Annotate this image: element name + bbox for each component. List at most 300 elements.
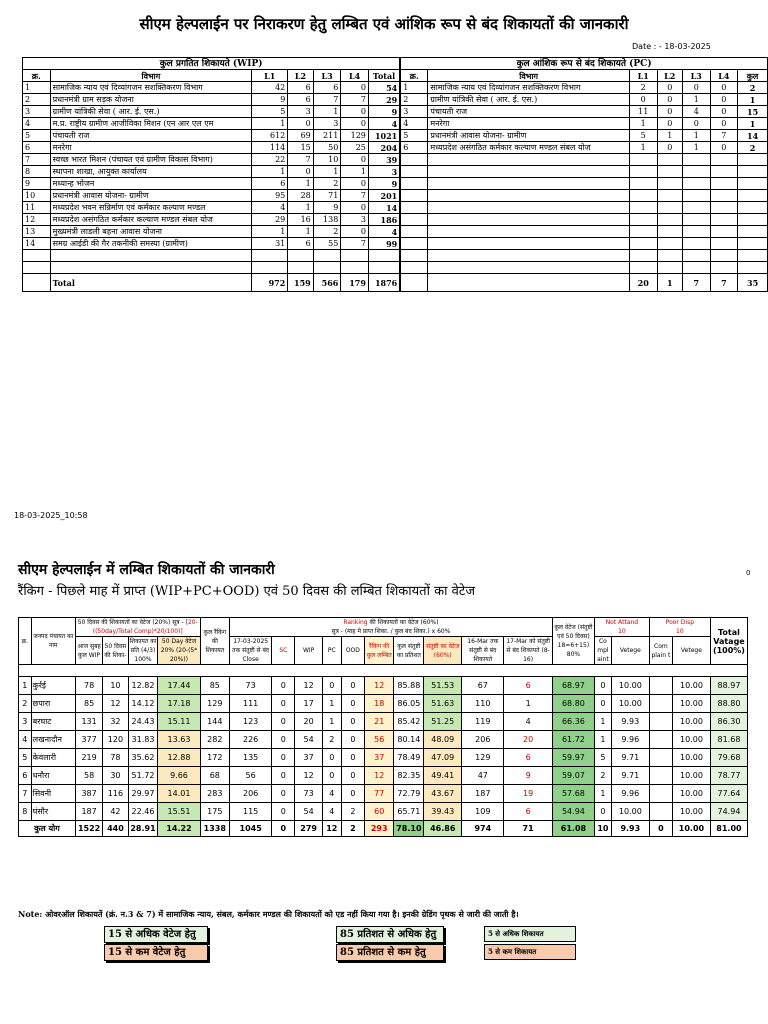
table-cell: 119 (462, 713, 504, 731)
pc-cell (629, 226, 657, 238)
wip-cell: 4 (368, 118, 400, 130)
table-cell: 58 (75, 767, 102, 785)
pc-cell: 1 (682, 130, 710, 142)
pc-total: 1 (657, 274, 682, 292)
table-cell: 85 (75, 695, 102, 713)
pc-cell (629, 238, 657, 250)
table-cell: 6 (504, 677, 552, 695)
table-cell (649, 803, 672, 821)
table-row (23, 190, 768, 202)
table-cell: 131 (75, 713, 102, 731)
pc-cell (738, 250, 768, 262)
table-cell: 0 (322, 677, 341, 695)
table-cell: 0 (272, 803, 295, 821)
total-cell: 12 (322, 821, 341, 837)
wip-header: L3 (313, 70, 341, 82)
spacer-row (19, 665, 748, 677)
table-cell: 15.11 (158, 713, 200, 731)
pc-cell (428, 166, 630, 178)
total-cell: 78.10 (394, 821, 424, 837)
wip-pc-body (23, 70, 768, 292)
wip-cell: 2 (313, 226, 341, 238)
table-row (19, 749, 748, 767)
total-cell: 440 (103, 821, 128, 837)
ranking-body (19, 677, 748, 837)
pc-cell: 2 (400, 94, 428, 106)
wip-cell: प्रधानमंत्री आवास योजना- ग्रामीण (50, 190, 252, 202)
wip-total: 179 (341, 274, 369, 292)
table-cell: 0 (595, 695, 612, 713)
wip-cell: समग्र आईडी की गैर तकनीकी समस्या (ग्रामीण) (50, 238, 252, 250)
note-text: Note: ओवरऑल शिकायतें (क्रं. न.3 & 7) में सामाजिक न्याय, संबल, कर्मकार मण्डल की शिकायतों को एड नहीं किया गया है। इनकी ग्रेडिंग पृथक से जारी की जाती है। (18, 909, 519, 919)
pc-cell: 1 (629, 118, 657, 130)
pc-header: L1 (629, 70, 657, 82)
pc-cell (400, 154, 428, 166)
table-row (23, 130, 768, 142)
pc-cell (657, 154, 682, 166)
table-cell: सिवनी (31, 785, 75, 803)
table-cell: 1 (322, 713, 341, 731)
wip-cell: 7 (341, 94, 369, 106)
table-cell: बरघाट (31, 713, 75, 731)
table-cell: 7 (19, 785, 32, 803)
wip-cell: 1021 (368, 130, 400, 142)
table-cell: 10.00 (672, 677, 710, 695)
total-cell: 46.86 (424, 821, 462, 837)
wip-cell: 11 (23, 202, 51, 214)
wip-cell (368, 250, 400, 262)
wip-cell (23, 250, 51, 262)
h-16mar: 16-Mar तक संतुष्टी से बंद शिकायते (462, 637, 504, 665)
table-cell: 51.53 (424, 677, 462, 695)
wip-cell: 0 (341, 178, 369, 190)
pc-heading: कुल आंशिक रूप से बंद शिकायते (PC) (400, 58, 767, 70)
pc-cell (629, 190, 657, 202)
pc-cell: 5 (629, 130, 657, 142)
table-cell: 17.18 (158, 695, 200, 713)
table-cell: 10.00 (611, 803, 649, 821)
table-cell: लखनादौन (31, 731, 75, 749)
legend-sc-low: 5 से कम शिकायत (484, 944, 576, 960)
table-cell: 66.36 (552, 713, 594, 731)
table-cell (649, 749, 672, 767)
table-cell (649, 767, 672, 785)
pc-cell: 0 (682, 82, 710, 94)
table-row (23, 118, 768, 130)
table-cell: 5 (19, 749, 32, 767)
table-cell (649, 695, 672, 713)
total-cell: 1045 (230, 821, 272, 837)
wip-cell: 69 (288, 130, 313, 142)
pc-cell (682, 154, 710, 166)
wip-total: 972 (252, 274, 288, 292)
pc-cell (710, 154, 738, 166)
table-cell: 29.97 (128, 785, 158, 803)
wip-cell: 95 (252, 190, 288, 202)
table-cell: 175 (200, 803, 230, 821)
table-cell: 111 (230, 695, 272, 713)
table-cell: 0 (341, 677, 364, 695)
table-cell: 32 (103, 713, 128, 731)
table-cell: 10.00 (611, 677, 649, 695)
wip-total-label: Total (50, 274, 252, 292)
pc-cell (629, 250, 657, 262)
pc-cell: मध्यप्रदेश असंगठित कर्मकार कल्याण मण्डल संबल योज (428, 142, 630, 154)
table-cell: 72.79 (394, 785, 424, 803)
table-cell: 0 (272, 695, 295, 713)
table-cell: 187 (462, 785, 504, 803)
h-janpad: जनपद पंचायत का नाम (31, 618, 75, 665)
pc-cell (682, 226, 710, 238)
table-cell: 0 (272, 785, 295, 803)
table-cell: 120 (103, 731, 128, 749)
wip-cell: 129 (341, 130, 369, 142)
wip-cell: 186 (368, 214, 400, 226)
wip-cell: 29 (368, 94, 400, 106)
wip-cell (368, 262, 400, 274)
wip-cell: 0 (341, 202, 369, 214)
wip-cell: ग्रामीण यांत्रिकी सेवा ( आर. ई. एस.) (50, 106, 252, 118)
table-cell: 60 (364, 803, 394, 821)
wip-cell: स्थापना शाखा, आयुक्त कार्यालय (50, 166, 252, 178)
wip-header: Total (368, 70, 400, 82)
table-row (23, 106, 768, 118)
table-cell: 18 (364, 695, 394, 713)
wip-cell (50, 250, 252, 262)
pc-cell (428, 262, 630, 274)
pc-cell: 0 (710, 142, 738, 154)
total-cell: 10 (595, 821, 612, 837)
table-cell: 31.83 (128, 731, 158, 749)
legend-green-high: 15 से अधिक वेटेज हेतु (104, 926, 208, 943)
table-row (23, 82, 768, 94)
wip-cell: 0 (341, 82, 369, 94)
table-cell: 123 (230, 713, 272, 731)
table-cell: 35.62 (128, 749, 158, 767)
table-cell: 0 (272, 677, 295, 695)
table-cell: 1 (322, 695, 341, 713)
table-cell: 14.01 (158, 785, 200, 803)
pc-cell: 4 (400, 118, 428, 130)
pc-cell: 3 (400, 106, 428, 118)
wip-cell: 612 (252, 130, 288, 142)
h-sc: SC (272, 637, 295, 665)
h-san60: संतुष्टी का वेटेज (60%) (424, 637, 462, 665)
wip-cell: 1 (288, 178, 313, 190)
wip-total: 566 (313, 274, 341, 292)
total-cell: 1338 (200, 821, 230, 837)
pc-cell (682, 238, 710, 250)
table-cell: 21 (364, 713, 394, 731)
pc-cell: 2 (738, 142, 768, 154)
table-cell: 10.00 (672, 803, 710, 821)
table-cell: 172 (200, 749, 230, 767)
wip-cell: 9 (313, 202, 341, 214)
wip-cell: 6 (252, 178, 288, 190)
table-cell: 78 (75, 677, 102, 695)
table-cell: 78 (103, 749, 128, 767)
wip-cell: 211 (313, 130, 341, 142)
legend-sc-high: 5 से अधिक शिकायत (484, 926, 576, 942)
table-cell: 0 (341, 731, 364, 749)
h-kr: क्र. (19, 618, 32, 665)
table-cell: 9.96 (611, 785, 649, 803)
pc-cell (629, 166, 657, 178)
table-cell: 12 (364, 767, 394, 785)
table-cell: 0 (595, 803, 612, 821)
table-cell: 12 (295, 767, 322, 785)
wip-cell: 55 (313, 238, 341, 250)
table-cell: 85.42 (394, 713, 424, 731)
h-not-attand: Not Attand 10 (595, 618, 650, 637)
table-cell: 54 (295, 803, 322, 821)
table-cell: 12.88 (158, 749, 200, 767)
table-row (19, 731, 748, 749)
wip-cell: मनरेगा (50, 142, 252, 154)
table-cell: 13.63 (158, 731, 200, 749)
pc-cell (400, 202, 428, 214)
legend-pct-high: 85 प्रतिशत से अधिक हेतु (336, 926, 444, 943)
table-cell: 67 (462, 677, 504, 695)
table-row (23, 94, 768, 106)
table-cell: 283 (200, 785, 230, 803)
timestamp: 18-03-2025_10:58 (14, 511, 88, 520)
wip-cell (288, 250, 313, 262)
wip-cell: 6 (313, 82, 341, 94)
wip-cell: म.प्र. राष्ट्रीय ग्रामीण आजीविका मिशन (एन आर एल एम (50, 118, 252, 130)
pc-cell: सामाजिक न्याय एवं दिव्यांगजन सशक्तिकरण विभाग (428, 82, 630, 94)
table-cell: 9.71 (611, 767, 649, 785)
wip-cell: 6 (288, 238, 313, 250)
wip-cell: 4 (23, 118, 51, 130)
pc-cell: 0 (710, 82, 738, 94)
pc-cell: 5 (400, 130, 428, 142)
pc-cell: 2 (629, 82, 657, 94)
table-cell: 110 (462, 695, 504, 713)
h-50days: 50 दिवस की शिकायतों का वेटेज (20%) सूत्र - [20-((50day/Total Comp)*20/100)] (75, 618, 200, 637)
pc-cell: 1 (629, 142, 657, 154)
pc-header: विभाग (428, 70, 630, 82)
wip-cell: 6 (288, 94, 313, 106)
pc-cell (629, 202, 657, 214)
pc-cell: 4 (682, 106, 710, 118)
table-cell: 78.49 (394, 749, 424, 767)
pc-cell: 15 (738, 106, 768, 118)
pc-cell (710, 262, 738, 274)
table-cell: 48.09 (424, 731, 462, 749)
pc-cell (738, 226, 768, 238)
table-cell (649, 713, 672, 731)
pc-cell (738, 214, 768, 226)
wip-cell: 12 (23, 214, 51, 226)
table-cell: 54 (295, 731, 322, 749)
table-cell: 85.88 (394, 677, 424, 695)
table-cell: 10.00 (672, 731, 710, 749)
total-cell: 974 (462, 821, 504, 837)
table-cell: 77 (364, 785, 394, 803)
table-cell: 42 (103, 803, 128, 821)
table-cell (649, 785, 672, 803)
table-cell: 2 (595, 767, 612, 785)
table-cell: 78.77 (710, 767, 747, 785)
table-cell: 73 (230, 677, 272, 695)
wip-cell: 204 (368, 142, 400, 154)
pc-cell (657, 202, 682, 214)
table-cell: 85 (200, 677, 230, 695)
h-compl: Co mpl aint (595, 637, 612, 665)
wip-cell: 31 (252, 238, 288, 250)
h-17mar: 17-Mar को संतुष्टी से बंद शिकायते (8-16) (504, 637, 552, 665)
wip-cell: 7 (313, 94, 341, 106)
pc-cell (428, 154, 630, 166)
table-cell: 73 (295, 785, 322, 803)
wip-cell: 9 (368, 106, 400, 118)
pc-cell: 7 (710, 130, 738, 142)
pc-cell (400, 226, 428, 238)
table-cell: 74.94 (710, 803, 747, 821)
wip-cell: 114 (252, 142, 288, 154)
table-row (19, 713, 748, 731)
pc-cell (629, 262, 657, 274)
table-cell: 47 (462, 767, 504, 785)
pc-cell (629, 214, 657, 226)
table-cell: 17 (295, 695, 322, 713)
table-cell: 0 (322, 767, 341, 785)
table-cell: 51.25 (424, 713, 462, 731)
pc-cell (428, 226, 630, 238)
pc-cell (710, 190, 738, 202)
table-cell: 17.44 (158, 677, 200, 695)
table-cell: 57.68 (552, 785, 594, 803)
table-cell: 19 (504, 785, 552, 803)
table-cell: 86.05 (394, 695, 424, 713)
total-cell: 10.00 (672, 821, 710, 837)
table-cell: 144 (200, 713, 230, 731)
wip-cell: 39 (368, 154, 400, 166)
legend-pct-low: 85 प्रतिशत से कम हेतु (336, 944, 444, 961)
pc-cell (428, 214, 630, 226)
h-total-vatage: Total Vatage (100%) (710, 618, 747, 665)
table-cell: 0 (272, 749, 295, 767)
wip-cell: 71 (313, 190, 341, 202)
total-cell: 71 (504, 821, 552, 837)
table-cell: 9.96 (611, 731, 649, 749)
table-cell: 10.00 (611, 695, 649, 713)
pc-cell (710, 238, 738, 250)
pc-cell (428, 178, 630, 190)
wip-cell (288, 262, 313, 274)
total-cell: 279 (295, 821, 322, 837)
pc-cell: 1 (682, 142, 710, 154)
pc-cell (400, 214, 428, 226)
pc-cell (682, 178, 710, 190)
page-title: सीएम हेल्पलाईन पर निराकरण हेतु लम्बित एवं आंशिक रूप से बंद शिकायतों की जानकारी (139, 15, 629, 33)
wip-total: 1876 (368, 274, 400, 292)
table-cell: 4 (322, 785, 341, 803)
wip-cell: 1 (23, 82, 51, 94)
table-cell: 51.72 (128, 767, 158, 785)
pc-cell: 11 (629, 106, 657, 118)
table-cell: 56 (230, 767, 272, 785)
wip-cell: 1 (313, 106, 341, 118)
table-row (23, 262, 768, 274)
table-cell: 206 (462, 731, 504, 749)
table-row (23, 226, 768, 238)
pc-cell: 14 (738, 130, 768, 142)
wip-header: L4 (341, 70, 369, 82)
pc-header: L3 (682, 70, 710, 82)
wip-cell: 9 (368, 178, 400, 190)
wip-cell (23, 262, 51, 274)
table-cell: 79.68 (710, 749, 747, 767)
wip-cell (23, 274, 51, 292)
wip-pc-table (22, 57, 768, 292)
wip-cell: 3 (23, 106, 51, 118)
wip-cell: प्रधानमंत्री ग्राम सड़क योजना (50, 94, 252, 106)
wip-cell: 2 (313, 178, 341, 190)
wip-cell: 7 (341, 238, 369, 250)
corner-value: 0 (746, 569, 751, 577)
total-cell: 14.22 (158, 821, 200, 837)
table-cell: 116 (103, 785, 128, 803)
pc-cell (738, 178, 768, 190)
pc-cell (657, 226, 682, 238)
wip-cell: 7 (288, 154, 313, 166)
table-cell: कुर्रई (31, 677, 75, 695)
ranking-table (18, 617, 748, 837)
h-kul-vetege: कुल वेटेज (संतुष्टी एवं 50 दिवस) 18=6+15) 80% (552, 618, 594, 665)
h-pct: शिकायत का प्रति (4/3) 100% (129, 638, 157, 663)
pc-cell: 0 (657, 94, 682, 106)
pc-cell: 0 (657, 142, 682, 154)
table-cell (649, 731, 672, 749)
wip-cell (341, 262, 369, 274)
table-row (23, 178, 768, 190)
wip-header: क्र. (23, 70, 51, 82)
pc-cell (657, 250, 682, 262)
wip-cell: मध्यान्ह भोजन (50, 178, 252, 190)
pc-header: L4 (710, 70, 738, 82)
table-cell: 20 (295, 713, 322, 731)
table-cell: 9.93 (611, 713, 649, 731)
pc-cell: 0 (629, 94, 657, 106)
table-row (23, 238, 768, 250)
pc-total: 7 (710, 274, 738, 292)
wip-cell: 15 (288, 142, 313, 154)
wip-cell: सामाजिक न्याय एवं दिव्यांगजन सशक्तिकरण विभाग (50, 82, 252, 94)
h-wip2: WIP (295, 637, 322, 665)
wip-cell: 4 (368, 226, 400, 238)
table-cell: 22.46 (128, 803, 158, 821)
table-cell: 377 (75, 731, 102, 749)
table-cell: 86.30 (710, 713, 747, 731)
table-cell: घंसौर (31, 803, 75, 821)
pc-header: L2 (657, 70, 682, 82)
pc-cell: 0 (710, 106, 738, 118)
table-cell: 49.41 (424, 767, 462, 785)
table-cell: 9 (504, 767, 552, 785)
pc-cell (682, 166, 710, 178)
pc-cell (682, 262, 710, 274)
table-cell: 68.80 (552, 695, 594, 713)
pc-cell: 1 (657, 130, 682, 142)
pc-cell (710, 226, 738, 238)
table-cell: 88.97 (710, 677, 747, 695)
table-cell: 0 (272, 713, 295, 731)
pc-total: 35 (738, 274, 768, 292)
wip-cell: 0 (288, 166, 313, 178)
pc-cell: 0 (657, 118, 682, 130)
